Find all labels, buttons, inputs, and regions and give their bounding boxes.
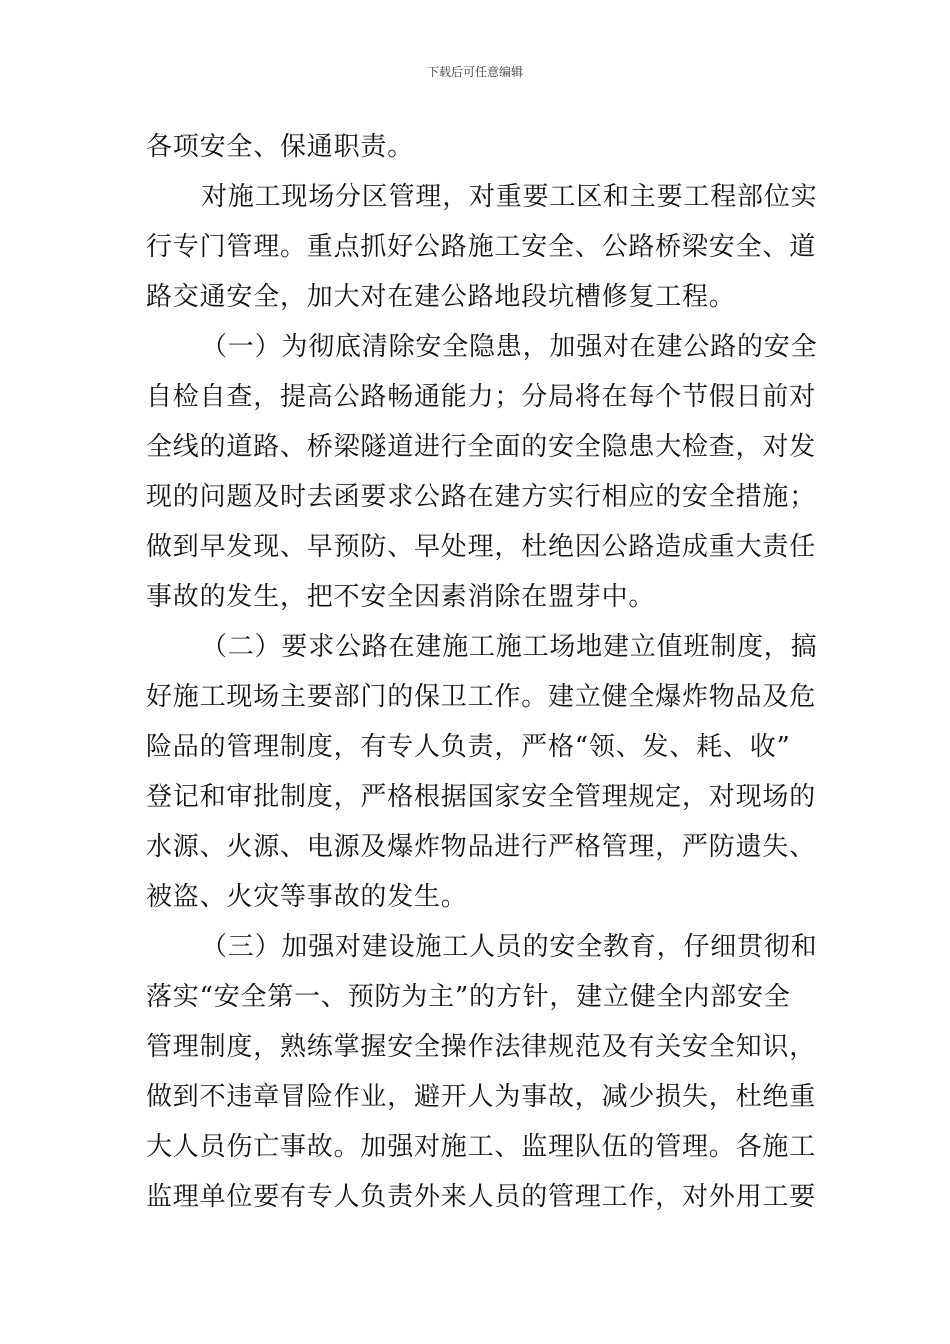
text-line: 自检自查，提高公路畅通能力；分局将在每个节假日前对 (146, 382, 817, 412)
text-line: 水源、火源、电源及爆炸物品进行严格管理，严防遗失、 (146, 832, 817, 862)
text-line: 事故的发生，把不安全因素消除在盟芽中。 (146, 582, 656, 612)
text-line: 做到早发现、早预防、早处理，杜绝因公路造成重大责任 (146, 532, 817, 562)
text-line: 路交通安全，加大对在建公路地段坑槽修复工程。 (146, 282, 736, 312)
text-line: 被盗、火灾等事故的发生。 (146, 882, 468, 912)
text-line: 险品的管理制度，有专人负责，严格“领、发、耗、收” (146, 732, 791, 762)
text-line: 好施工现场主要部门的保卫工作。建立健全爆炸物品及危 (146, 682, 817, 712)
text-line: （一）为彻底清除安全隐患，加强对在建公路的安全 (201, 332, 818, 362)
text-line: 对施工现场分区管理，对重要工区和主要工程部位实 (201, 182, 818, 212)
text-line: （三）加强对建设施工人员的安全教育，仔细贯彻和 (201, 932, 818, 962)
text-line: 大人员伤亡事故。加强对施工、监理队伍的管理。各施工 (146, 1132, 817, 1162)
text-line: 现的问题及时去函要求公路在建方实行相应的安全措施； (146, 482, 817, 512)
text-line: 各项安全、保通职责。 (146, 132, 415, 162)
text-line: 监理单位要有专人负责外来人员的管理工作，对外用工要 (146, 1182, 817, 1212)
page-header-note: 下载后可任意编辑 (426, 65, 523, 79)
text-line: （二）要求公路在建施工施工场地建立值班制度，搞 (201, 632, 818, 662)
text-line: 全线的道路、桥梁隧道进行全面的安全隐患大检查，对发 (146, 432, 817, 462)
text-line: 做到不违章冒险作业，避开人为事故，减少损失，杜绝重 (146, 1082, 817, 1112)
text-line: 登记和审批制度，严格根据国家安全管理规定，对现场的 (146, 782, 817, 812)
text-line: 管理制度，熟练掌握安全操作法律规范及有关安全知识， (146, 1032, 817, 1062)
document-body (146, 122, 818, 1222)
text-line: 行专门管理。重点抓好公路施工安全、公路桥梁安全、道 (146, 232, 817, 262)
text-line: 落实“安全第一、预防为主”的方针，建立健全内部安全 (146, 982, 791, 1012)
